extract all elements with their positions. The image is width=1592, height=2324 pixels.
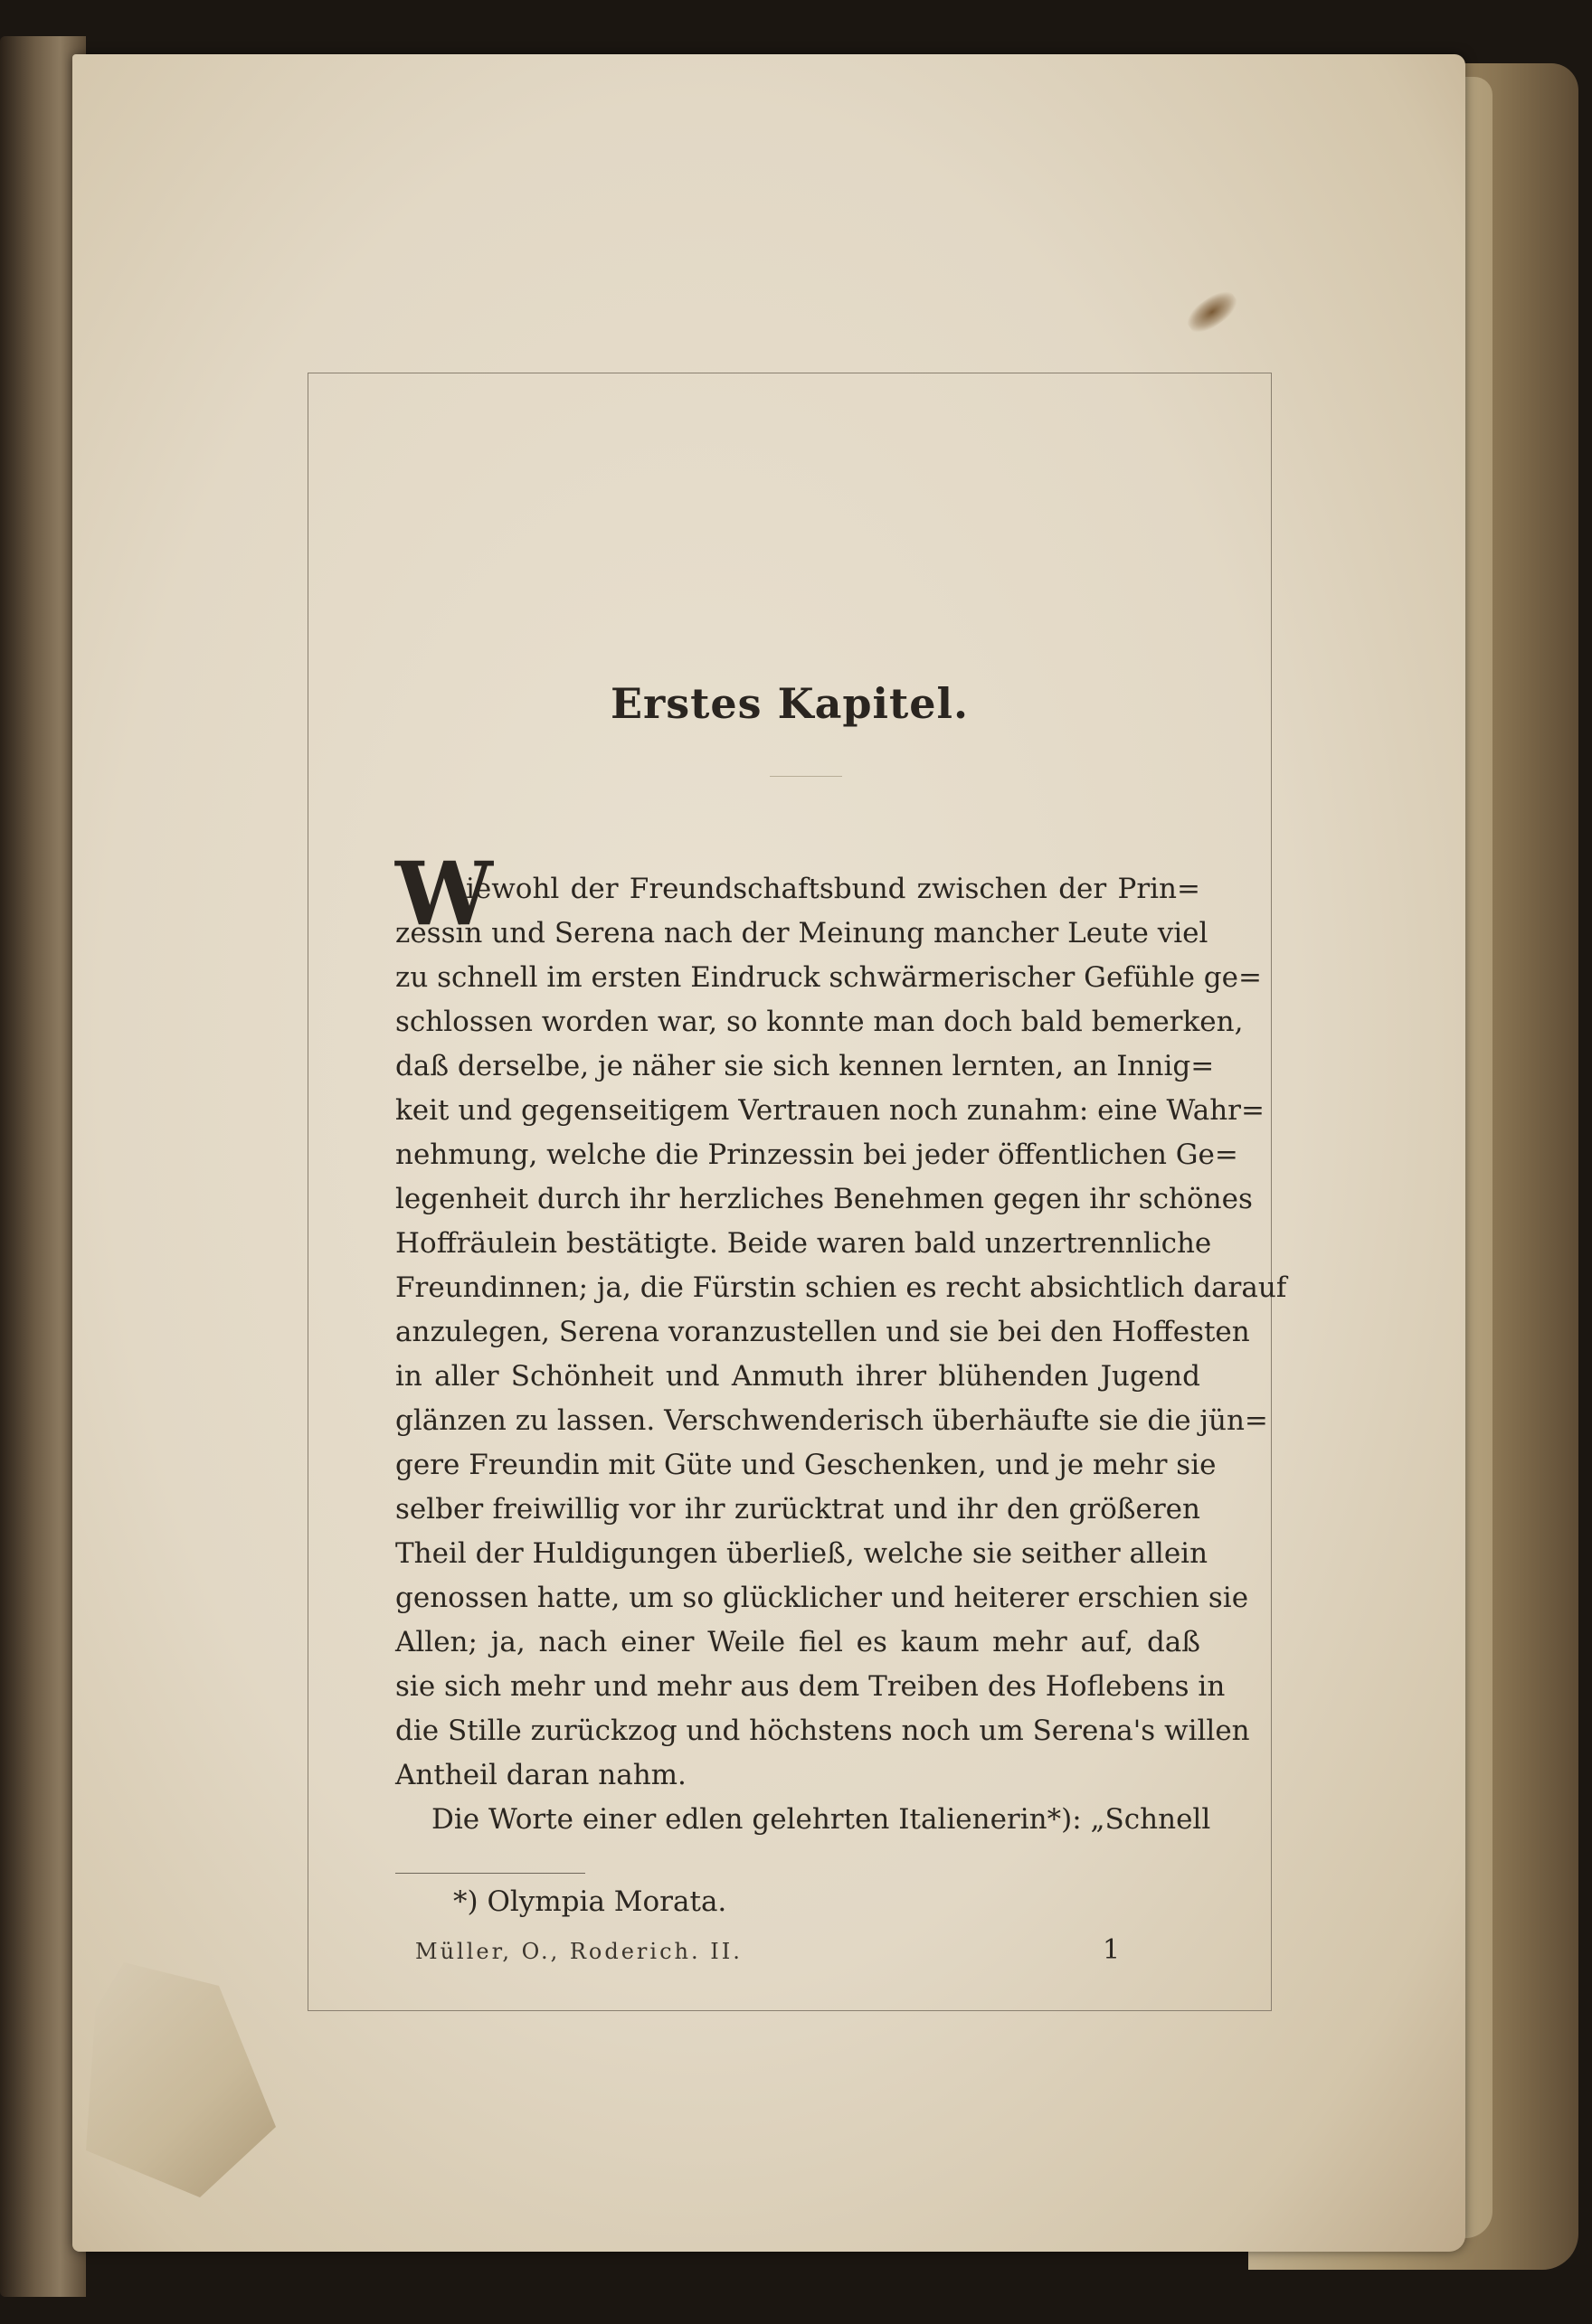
drop-cap: W (395, 843, 493, 945)
text-line: die Stille zurückzog und höchstens noch um Serena's willen (395, 1715, 1250, 1747)
text-line: zessin und Serena nach der Meinung mancher Leute viel (395, 917, 1208, 949)
text-line: Theil der Huldigungen überließ, welche sie seither allein (395, 1537, 1208, 1570)
text-line: anzulegen, Serena voranzustellen und sie bei den Hoffesten (395, 1316, 1250, 1348)
heading-rule (770, 776, 842, 777)
text-line: sie sich mehr und mehr aus dem Treiben des Hoflebens in (395, 1670, 1226, 1703)
text-line: legenheit durch ihr herzliches Benehmen gegen ihr schönes (395, 1183, 1253, 1215)
book-page (72, 54, 1465, 2252)
text-line: keit und gegenseitigem Vertrauen noch zunahm: eine Wahr= (395, 1094, 1265, 1127)
text-line: gere Freundin mit Güte und Geschenken, und je mehr sie (395, 1449, 1217, 1481)
text-line: Allen; ja, nach einer Weile fiel es kaum mehr auf, daß (395, 1626, 1200, 1658)
text-frame (308, 373, 1287, 2011)
text-line: glänzen zu lassen. Verschwenderisch überhäufte sie die jün= (395, 1404, 1268, 1437)
footnote: *) Olympia Morata. (453, 1885, 727, 1918)
page-number: 1 (1103, 1934, 1121, 1966)
footnote-rule (395, 1873, 585, 1874)
text-line: in aller Schönheit und Anmuth ihrer blühenden Jugend (395, 1360, 1200, 1393)
text-line: Antheil daran nahm. (395, 1759, 687, 1791)
text-line: iewohl der Freundschaftsbund zwischen der Prin= (466, 873, 1200, 905)
text-line: Die Worte einer edlen gelehrten Italienerin*): „Schnell (431, 1803, 1211, 1836)
text-line: nehmung, welche die Prinzessin bei jeder öffentlichen Ge= (395, 1138, 1238, 1171)
text-line: Freundinnen; ja, die Fürstin schien es recht absichtlich darauf (395, 1271, 1287, 1304)
text-line: schlossen worden war, so konnte man doch bald bemerken, (395, 1006, 1244, 1038)
text-line: genossen hatte, um so glücklicher und heiterer erschien sie (395, 1582, 1249, 1614)
text-line: daß derselbe, je näher sie sich kennen lernten, an Innig= (395, 1050, 1215, 1082)
ink-stain (1182, 286, 1242, 339)
text-line: Hoffräulein bestätigte. Beide waren bald unzertrennliche (395, 1227, 1212, 1260)
chapter-heading: Erstes Kapitel. (610, 679, 970, 728)
text-line: zu schnell im ersten Eindruck schwärmerischer Gefühle ge= (395, 961, 1262, 994)
text-line: selber freiwillig vor ihr zurücktrat und ihr den größeren (395, 1493, 1200, 1526)
body-text (395, 867, 1287, 1842)
printer-signature: Müller, O., Roderich. II. (415, 1939, 743, 1964)
